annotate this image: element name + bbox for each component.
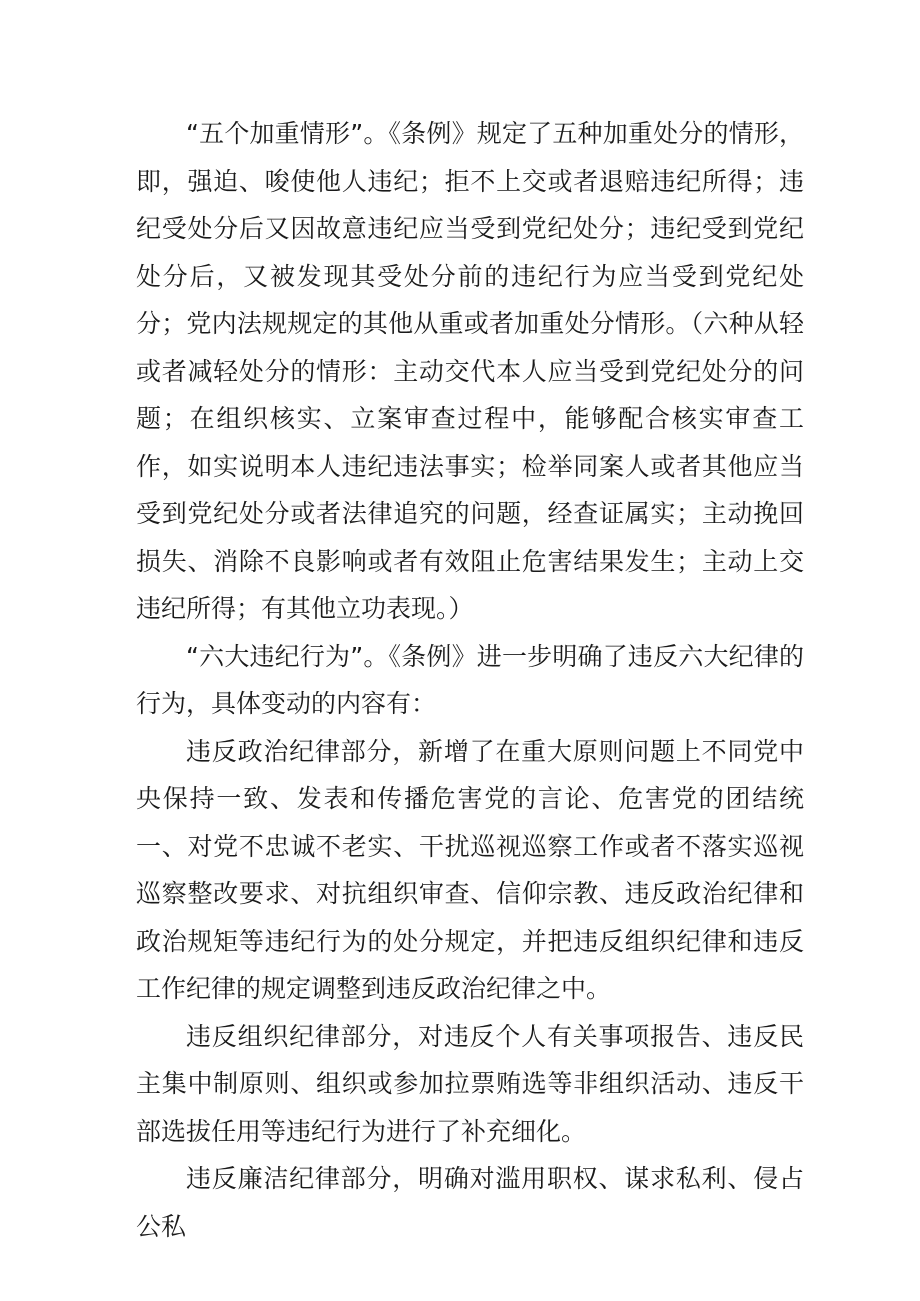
paragraph-organizational-discipline: 违反组织纪律部分，对违反个人有关事项报告、违反民主集中制原则、组织或参加拉票贿选等非组织活动、违反干部选拔任用等违纪行为进行了补充细化。 — [136, 1021, 804, 1146]
paragraph-aggravating-circumstances: “五个加重情形”。《条例》规定了五种加重处分的情形，即，强迫、唆使他人违纪；拒不上交或者退赔违纪所得；违纪受处分后又因故意违纪应当受到党纪处分；违纪受到党纪处分后，又被发现其受处分前的违纪行为应当受到党纪处分；党内法规规定的其他从重或者加重处分情形。（六种从轻或者减轻处分的情形：主动交代本人应当受到党纪处分的问题；在组织核实、立案审查过程中，能够配合核实审查工作，如实说明本人违纪违法事实；检举同案人或者其他应当受到党纪处分或者法律追究的问题，经查证属实；主动挽回损失、消除不良影响或者有效阻止危害结果发生；主动上交违纪所得；有其他立功表现。） — [136, 119, 804, 623]
paragraph-integrity-discipline: 违反廉洁纪律部分，明确对滥用职权、谋求私利、侵占公私 — [136, 1164, 804, 1241]
document-body — [136, 110, 804, 1250]
paragraph-six-violations: “六大违纪行为”。《条例》进一步明确了违反六大纪律的行为，具体变动的内容有： — [136, 641, 804, 718]
paragraph-political-discipline: 违反政治纪律部分，新增了在重大原则问题上不同党中央保持一致、发表和传播危害党的言论、危害党的团结统一、对党不忠诚不老实、干扰巡视巡察工作或者不落实巡视巡察整改要求、对抗组织审查、信仰宗教、违反政治纪律和政治规矩等违纪行为的处分规定，并把违反组织纪律和违反工作纪律的规定调整到违反政治纪律之中。 — [136, 736, 804, 1003]
